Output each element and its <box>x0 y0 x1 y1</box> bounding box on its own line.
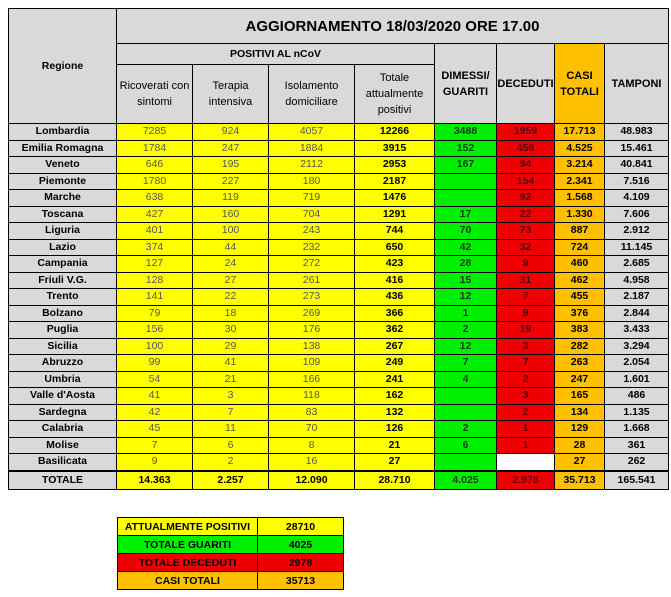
total-deceduti: 2.978 <box>497 471 555 490</box>
cell-isolamento: 176 <box>269 322 355 339</box>
table-row <box>9 140 669 157</box>
cell-ricoverati: 99 <box>117 355 193 372</box>
cell-totale: 126 <box>355 421 435 438</box>
cell-tamponi: 2.844 <box>605 305 669 322</box>
cell-regione: Lazio <box>9 239 117 256</box>
cell-tamponi: 3.433 <box>605 322 669 339</box>
cell-terapia: 119 <box>193 190 269 207</box>
cell-dimessi: 28 <box>435 256 497 273</box>
cell-regione: Piemonte <box>9 173 117 190</box>
table-row <box>9 157 669 174</box>
cell-casi: 28 <box>555 437 605 454</box>
cell-dimessi: 7 <box>435 355 497 372</box>
cell-tamponi: 4.958 <box>605 272 669 289</box>
cell-totale: 12266 <box>355 124 435 141</box>
cell-dimessi: 1 <box>435 305 497 322</box>
cell-terapia: 11 <box>193 421 269 438</box>
cell-casi: 455 <box>555 289 605 306</box>
cell-tamponi: 1.135 <box>605 404 669 421</box>
cell-tamponi: 3.294 <box>605 338 669 355</box>
table-row <box>9 388 669 405</box>
cell-totale: 423 <box>355 256 435 273</box>
cell-terapia: 100 <box>193 223 269 240</box>
cell-totale: 744 <box>355 223 435 240</box>
cell-casi: 17.713 <box>555 124 605 141</box>
table-row <box>9 404 669 421</box>
cell-regione: Marche <box>9 190 117 207</box>
header-positivi: POSITIVI AL nCoV <box>117 44 435 65</box>
cell-deceduti: 92 <box>497 190 555 207</box>
cell-deceduti: 1959 <box>497 124 555 141</box>
cell-casi: 2.341 <box>555 173 605 190</box>
cell-isolamento: 1884 <box>269 140 355 157</box>
table-row <box>9 371 669 388</box>
cell-isolamento: 70 <box>269 421 355 438</box>
table-row <box>9 338 669 355</box>
cell-tamponi: 2.054 <box>605 355 669 372</box>
cell-isolamento: 138 <box>269 338 355 355</box>
cell-terapia: 22 <box>193 289 269 306</box>
cell-isolamento: 8 <box>269 437 355 454</box>
table-row <box>9 355 669 372</box>
cell-ricoverati: 646 <box>117 157 193 174</box>
cell-ricoverati: 374 <box>117 239 193 256</box>
summary-label: ATTUALMENTE POSITIVI <box>118 518 258 536</box>
table-row <box>9 289 669 306</box>
cell-terapia: 160 <box>193 206 269 223</box>
cell-regione: Umbria <box>9 371 117 388</box>
table-row <box>9 322 669 339</box>
summary-row <box>118 536 344 554</box>
cell-regione: Abruzzo <box>9 355 117 372</box>
cell-tamponi: 1.601 <box>605 371 669 388</box>
cell-terapia: 27 <box>193 272 269 289</box>
cell-regione: Lombardia <box>9 124 117 141</box>
cell-casi: 376 <box>555 305 605 322</box>
cell-ricoverati: 7 <box>117 437 193 454</box>
cell-deceduti: 73 <box>497 223 555 240</box>
table-row <box>9 124 669 141</box>
cell-deceduti: 154 <box>497 173 555 190</box>
header-dimessi: DIMESSI/ GUARITI <box>435 44 497 124</box>
cell-ricoverati: 54 <box>117 371 193 388</box>
cell-deceduti: 3 <box>497 388 555 405</box>
cell-regione: Toscana <box>9 206 117 223</box>
total-row <box>9 471 669 490</box>
cell-tamponi: 2.187 <box>605 289 669 306</box>
cell-deceduti: 31 <box>497 272 555 289</box>
cell-dimessi: 12 <box>435 338 497 355</box>
table-row <box>9 454 669 471</box>
cell-totale: 241 <box>355 371 435 388</box>
cell-dimessi: 2 <box>435 322 497 339</box>
cell-totale: 1476 <box>355 190 435 207</box>
cell-dimessi: 2 <box>435 421 497 438</box>
cell-dimessi: 12 <box>435 289 497 306</box>
cell-dimessi: 15 <box>435 272 497 289</box>
cell-regione: Basilicata <box>9 454 117 471</box>
cell-dimessi <box>435 190 497 207</box>
cell-regione: Molise <box>9 437 117 454</box>
header-regione: Regione <box>9 9 117 124</box>
total-casi: 35.713 <box>555 471 605 490</box>
cell-tamponi: 11.145 <box>605 239 669 256</box>
cell-ricoverati: 1780 <box>117 173 193 190</box>
cell-regione: Sicilia <box>9 338 117 355</box>
cell-isolamento: 719 <box>269 190 355 207</box>
cell-casi: 129 <box>555 421 605 438</box>
cell-terapia: 7 <box>193 404 269 421</box>
table-row <box>9 173 669 190</box>
table-row <box>9 223 669 240</box>
total-positivi: 28.710 <box>355 471 435 490</box>
cell-casi: 460 <box>555 256 605 273</box>
cell-tamponi: 40.841 <box>605 157 669 174</box>
cell-isolamento: 261 <box>269 272 355 289</box>
cell-deceduti: 32 <box>497 239 555 256</box>
summary-value: 4025 <box>258 536 344 554</box>
cell-deceduti: 7 <box>497 355 555 372</box>
cell-isolamento: 83 <box>269 404 355 421</box>
cell-tamponi: 2.685 <box>605 256 669 273</box>
cell-tamponi: 7.606 <box>605 206 669 223</box>
cell-dimessi: 152 <box>435 140 497 157</box>
cell-terapia: 195 <box>193 157 269 174</box>
cell-isolamento: 704 <box>269 206 355 223</box>
table-row <box>9 256 669 273</box>
header-terapia: Terapia intensiva <box>193 65 269 124</box>
cell-deceduti: 458 <box>497 140 555 157</box>
summary-value: 2978 <box>258 554 344 572</box>
cell-dimessi <box>435 388 497 405</box>
cell-ricoverati: 79 <box>117 305 193 322</box>
cell-casi: 1.330 <box>555 206 605 223</box>
summary-table <box>117 517 344 590</box>
cell-regione: Campania <box>9 256 117 273</box>
cell-deceduti: 1 <box>497 421 555 438</box>
cell-isolamento: 4057 <box>269 124 355 141</box>
cell-casi: 263 <box>555 355 605 372</box>
cell-terapia: 6 <box>193 437 269 454</box>
cell-totale: 267 <box>355 338 435 355</box>
cell-tamponi: 15.461 <box>605 140 669 157</box>
header-isolamento: Isolamento domiciliare <box>269 65 355 124</box>
cell-ricoverati: 9 <box>117 454 193 471</box>
cell-casi: 282 <box>555 338 605 355</box>
cell-ricoverati: 42 <box>117 404 193 421</box>
cell-deceduti: 9 <box>497 305 555 322</box>
header-totale-positivi: Totale attualmente positivi <box>355 65 435 124</box>
table-row <box>9 437 669 454</box>
cell-isolamento: 166 <box>269 371 355 388</box>
cell-isolamento: 118 <box>269 388 355 405</box>
cell-ricoverati: 141 <box>117 289 193 306</box>
table-row <box>9 421 669 438</box>
cell-isolamento: 243 <box>269 223 355 240</box>
total-label: TOTALE <box>9 471 117 490</box>
cell-terapia: 3 <box>193 388 269 405</box>
cell-casi: 462 <box>555 272 605 289</box>
total-terapia: 2.257 <box>193 471 269 490</box>
cell-ricoverati: 127 <box>117 256 193 273</box>
cell-dimessi: 42 <box>435 239 497 256</box>
summary-value: 35713 <box>258 572 344 590</box>
covid-data-table <box>8 8 669 490</box>
cell-casi: 4.525 <box>555 140 605 157</box>
table-row <box>9 305 669 322</box>
cell-isolamento: 109 <box>269 355 355 372</box>
cell-terapia: 18 <box>193 305 269 322</box>
cell-ricoverati: 128 <box>117 272 193 289</box>
header-casi: CASI TOTALI <box>555 44 605 124</box>
cell-ricoverati: 100 <box>117 338 193 355</box>
cell-totale: 162 <box>355 388 435 405</box>
cell-terapia: 247 <box>193 140 269 157</box>
cell-terapia: 227 <box>193 173 269 190</box>
cell-terapia: 2 <box>193 454 269 471</box>
total-ricoverati: 14.363 <box>117 471 193 490</box>
table-row <box>9 190 669 207</box>
cell-dimessi: 70 <box>435 223 497 240</box>
cell-totale: 416 <box>355 272 435 289</box>
header-deceduti: DECEDUTI <box>497 44 555 124</box>
cell-regione: Valle d'Aosta <box>9 388 117 405</box>
cell-deceduti: 2 <box>497 404 555 421</box>
cell-dimessi: 3488 <box>435 124 497 141</box>
cell-casi: 1.568 <box>555 190 605 207</box>
cell-dimessi <box>435 454 497 471</box>
cell-ricoverati: 156 <box>117 322 193 339</box>
cell-regione: Calabria <box>9 421 117 438</box>
cell-terapia: 41 <box>193 355 269 372</box>
cell-regione: Veneto <box>9 157 117 174</box>
cell-totale: 366 <box>355 305 435 322</box>
cell-ricoverati: 638 <box>117 190 193 207</box>
cell-ricoverati: 7285 <box>117 124 193 141</box>
cell-dimessi <box>435 404 497 421</box>
cell-isolamento: 16 <box>269 454 355 471</box>
cell-totale: 2953 <box>355 157 435 174</box>
cell-deceduti: 7 <box>497 289 555 306</box>
cell-totale: 27 <box>355 454 435 471</box>
cell-totale: 3915 <box>355 140 435 157</box>
summary-label: TOTALE DECEDUTI <box>118 554 258 572</box>
cell-isolamento: 180 <box>269 173 355 190</box>
cell-casi: 3.214 <box>555 157 605 174</box>
cell-terapia: 44 <box>193 239 269 256</box>
cell-tamponi: 262 <box>605 454 669 471</box>
cell-terapia: 24 <box>193 256 269 273</box>
cell-totale: 650 <box>355 239 435 256</box>
cell-deceduti: 9 <box>497 256 555 273</box>
cell-regione: Trento <box>9 289 117 306</box>
table-row <box>9 272 669 289</box>
cell-casi: 165 <box>555 388 605 405</box>
cell-deceduti: 2 <box>497 371 555 388</box>
cell-ricoverati: 45 <box>117 421 193 438</box>
cell-ricoverati: 401 <box>117 223 193 240</box>
cell-regione: Friuli V.G. <box>9 272 117 289</box>
summary-label: TOTALE GUARITI <box>118 536 258 554</box>
cell-totale: 362 <box>355 322 435 339</box>
total-dimessi: 4.025 <box>435 471 497 490</box>
cell-tamponi: 1.668 <box>605 421 669 438</box>
cell-totale: 2187 <box>355 173 435 190</box>
cell-totale: 1291 <box>355 206 435 223</box>
cell-tamponi: 361 <box>605 437 669 454</box>
summary-row <box>118 554 344 572</box>
cell-regione: Sardegna <box>9 404 117 421</box>
cell-isolamento: 272 <box>269 256 355 273</box>
cell-ricoverati: 1784 <box>117 140 193 157</box>
cell-deceduti: 22 <box>497 206 555 223</box>
header-ricoverati: Ricoverati con sintomi <box>117 65 193 124</box>
cell-terapia: 21 <box>193 371 269 388</box>
cell-totale: 436 <box>355 289 435 306</box>
total-tamponi: 165.541 <box>605 471 669 490</box>
cell-isolamento: 232 <box>269 239 355 256</box>
summary-row <box>118 518 344 536</box>
cell-regione: Emilia Romagna <box>9 140 117 157</box>
cell-terapia: 29 <box>193 338 269 355</box>
cell-dimessi <box>435 173 497 190</box>
cell-dimessi: 6 <box>435 437 497 454</box>
cell-deceduti: 3 <box>497 338 555 355</box>
cell-casi: 887 <box>555 223 605 240</box>
cell-ricoverati: 427 <box>117 206 193 223</box>
cell-deceduti: 1 <box>497 437 555 454</box>
cell-casi: 134 <box>555 404 605 421</box>
summary-value: 28710 <box>258 518 344 536</box>
table-row <box>9 239 669 256</box>
summary-row <box>118 572 344 590</box>
cell-terapia: 924 <box>193 124 269 141</box>
cell-tamponi: 7.516 <box>605 173 669 190</box>
cell-regione: Liguria <box>9 223 117 240</box>
cell-isolamento: 2112 <box>269 157 355 174</box>
cell-ricoverati: 41 <box>117 388 193 405</box>
cell-casi: 383 <box>555 322 605 339</box>
cell-regione: Bolzano <box>9 305 117 322</box>
cell-isolamento: 269 <box>269 305 355 322</box>
cell-totale: 21 <box>355 437 435 454</box>
cell-tamponi: 4.109 <box>605 190 669 207</box>
cell-dimessi: 4 <box>435 371 497 388</box>
cell-dimessi: 17 <box>435 206 497 223</box>
cell-deceduti: 19 <box>497 322 555 339</box>
header-tamponi: TAMPONI <box>605 44 669 124</box>
cell-regione: Puglia <box>9 322 117 339</box>
cell-tamponi: 2.912 <box>605 223 669 240</box>
cell-tamponi: 486 <box>605 388 669 405</box>
cell-isolamento: 273 <box>269 289 355 306</box>
cell-casi: 247 <box>555 371 605 388</box>
summary-label: CASI TOTALI <box>118 572 258 590</box>
cell-deceduti <box>497 454 555 471</box>
table-title: AGGIORNAMENTO 18/03/2020 ORE 17.00 <box>117 9 669 44</box>
table-row <box>9 206 669 223</box>
cell-casi: 27 <box>555 454 605 471</box>
cell-deceduti: 94 <box>497 157 555 174</box>
cell-totale: 132 <box>355 404 435 421</box>
cell-casi: 724 <box>555 239 605 256</box>
cell-tamponi: 48.983 <box>605 124 669 141</box>
cell-totale: 249 <box>355 355 435 372</box>
cell-dimessi: 167 <box>435 157 497 174</box>
total-isolamento: 12.090 <box>269 471 355 490</box>
cell-terapia: 30 <box>193 322 269 339</box>
